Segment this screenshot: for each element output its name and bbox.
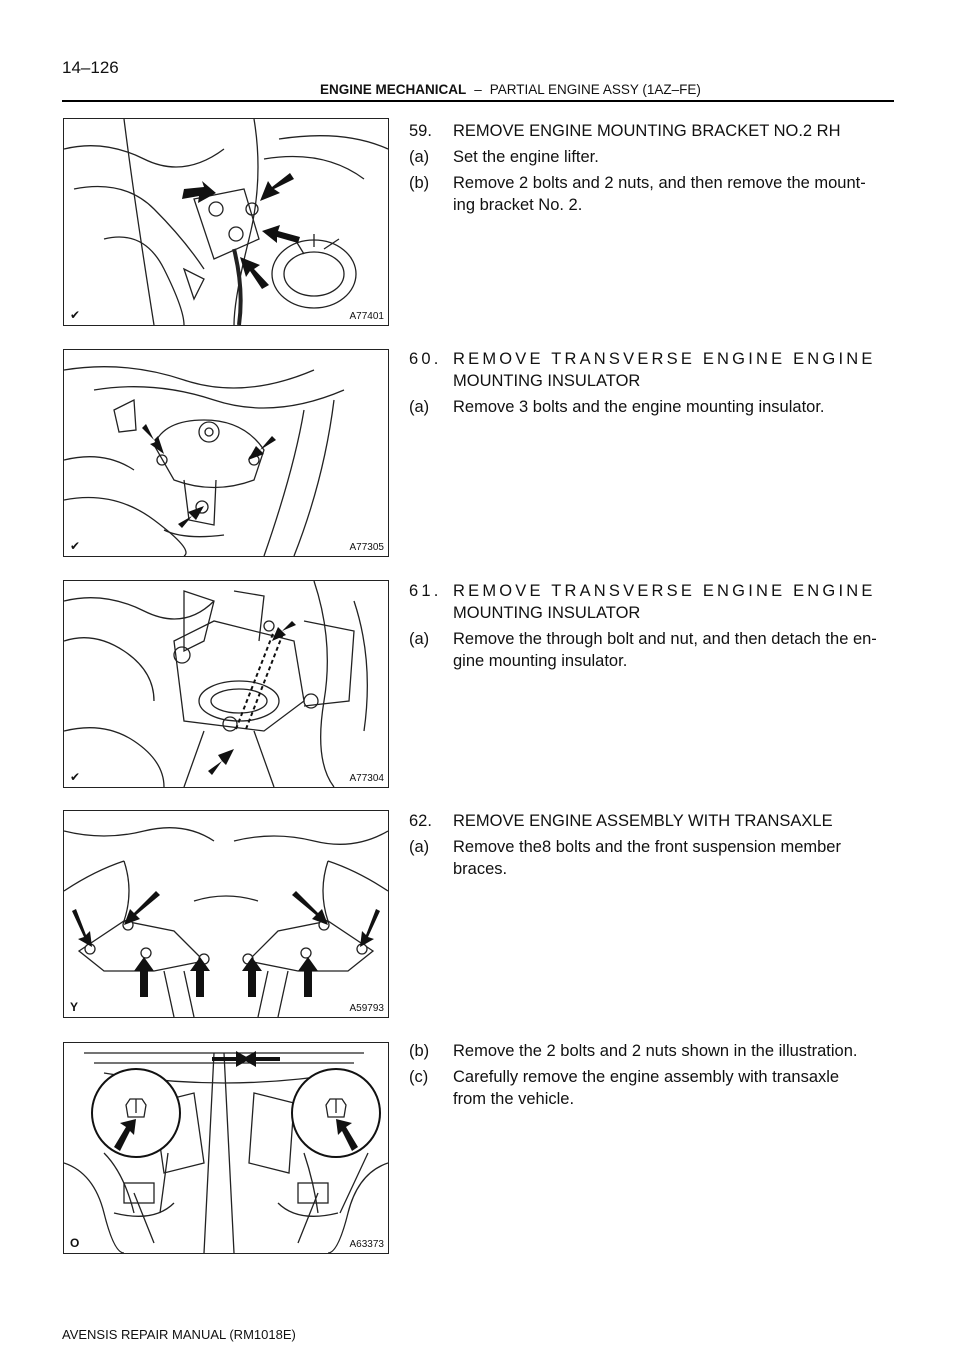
substep-text: Remove the 2 bolts and 2 nuts shown in the illustration. [453, 1042, 858, 1060]
substep-continuation: from the vehicle. [453, 1090, 575, 1108]
substep-label: (b) [409, 174, 430, 192]
section-title: ENGINE MECHANICAL [320, 82, 467, 97]
step-title [409, 580, 896, 602]
figure-engine-mounting-insulator [63, 349, 389, 557]
figure-mark: Y [70, 1000, 79, 1014]
figure-id: A77305 [349, 542, 384, 553]
substep-b [409, 172, 896, 194]
step-title-continuation: MOUNTING INSULATOR [453, 604, 641, 622]
figure-mark: ✔ [70, 539, 81, 553]
figure-transverse-insulator [63, 580, 389, 788]
substep-a [409, 396, 896, 418]
step-heading: REMOVE ENGINE MOUNTING BRACKET NO.2 RH [453, 122, 841, 140]
illustration-insulator [64, 350, 388, 556]
substep-label: (a) [409, 838, 430, 856]
page-number: 14–126 [62, 58, 119, 77]
substep-continuation: gine mounting insulator. [453, 652, 628, 670]
substep-a [409, 628, 896, 650]
substep-text: Remove the8 bolts and the front suspension member [453, 838, 841, 856]
step-62-continued [409, 1040, 896, 1110]
substep-label: (c) [409, 1068, 429, 1086]
step-59 [409, 120, 896, 216]
substep-text: Remove 2 bolts and 2 nuts, and then remove the mount- [453, 174, 866, 192]
figure-suspension-member-braces [63, 810, 389, 1018]
step-title-continuation: MOUNTING INSULATOR [453, 372, 641, 390]
substep-c [409, 1066, 896, 1088]
step-heading: REMOVE TRANSVERSE ENGINE ENGINE [453, 350, 876, 368]
header-separator: – [474, 82, 482, 97]
figure-id: A59793 [349, 1003, 384, 1014]
step-60 [409, 348, 896, 418]
step-number: 62. [409, 812, 432, 830]
substep-label: (b) [409, 1042, 430, 1060]
substep-a [409, 836, 896, 858]
step-heading: REMOVE TRANSVERSE ENGINE ENGINE [453, 582, 876, 600]
substep-continuation: braces. [453, 860, 508, 878]
illustration-transverse-insulator [64, 581, 388, 787]
header-rule [62, 100, 894, 102]
figure-id: A77304 [349, 773, 384, 784]
header-title [320, 82, 701, 97]
step-heading: REMOVE ENGINE ASSEMBLY WITH TRANSAXLE [453, 812, 833, 830]
step-title [409, 120, 896, 142]
step-title [409, 348, 896, 370]
substep-text: Remove the through bolt and nut, and then detach the en- [453, 630, 877, 648]
substep-a [409, 146, 896, 168]
figure-mark: ✔ [70, 770, 81, 784]
step-number: 60. [409, 350, 442, 368]
illustration-engine-assembly [64, 1043, 388, 1253]
substep-label: (a) [409, 148, 430, 166]
substep-label: (a) [409, 398, 430, 416]
figure-id: A77401 [349, 311, 384, 322]
substep-text: Remove 3 bolts and the engine mounting insulator. [453, 398, 825, 416]
substep-continuation: ing bracket No. 2. [453, 196, 583, 214]
figure-mark: O [70, 1236, 80, 1250]
figure-engine-assembly [63, 1042, 389, 1254]
subsection-title: PARTIAL ENGINE ASSY (1AZ–FE) [489, 82, 701, 97]
figure-id: A63373 [349, 1239, 384, 1250]
step-title [409, 810, 896, 832]
substep-text: Set the engine lifter. [453, 148, 599, 166]
substep-b [409, 1040, 896, 1062]
illustration-braces [64, 811, 388, 1017]
footer-manual-title: AVENSIS REPAIR MANUAL (RM1018E) [62, 1327, 296, 1342]
illustration-bracket [64, 119, 388, 325]
figure-mark: ✔ [70, 308, 81, 322]
substep-label: (a) [409, 630, 430, 648]
substep-text: Carefully remove the engine assembly with transaxle [453, 1068, 840, 1086]
step-62 [409, 810, 896, 880]
figure-engine-mounting-bracket [63, 118, 389, 326]
step-number: 61. [409, 582, 442, 600]
step-number: 59. [409, 122, 432, 140]
step-61 [409, 580, 896, 672]
